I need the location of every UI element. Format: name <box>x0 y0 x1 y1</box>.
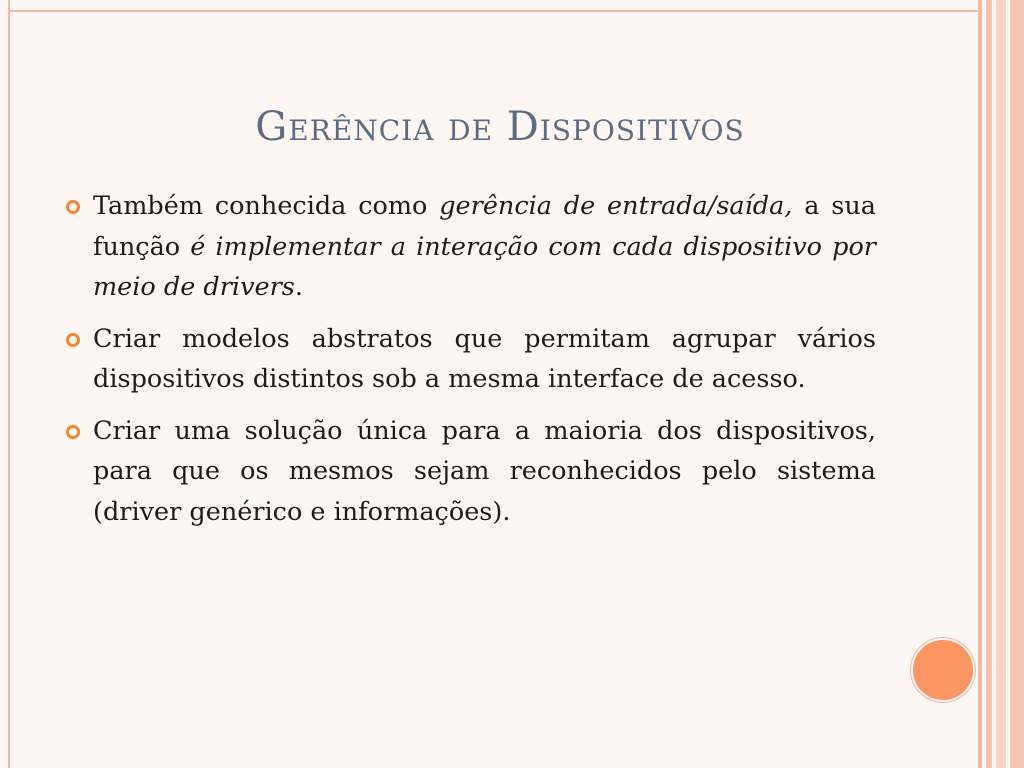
decorative-stripe <box>1010 0 1024 768</box>
bullet-1-text-b: gerência de entrada/saída, <box>439 191 793 221</box>
bullet-ring-icon <box>66 200 80 214</box>
bullet-1-text-e: . <box>294 272 303 302</box>
bullet-list <box>60 186 876 543</box>
frame-left-border <box>8 0 10 768</box>
bullet-1-text-a: Também conhecida como <box>93 191 440 221</box>
bullet-3-text: Criar uma solução única para a maioria dos dispositivos, para que os mesmos sejam reconhecidos pelo sistema (driver genérico e informações). <box>93 415 876 527</box>
decorative-circle <box>913 640 973 700</box>
bullet-item-2 <box>60 319 876 400</box>
bullet-1-text-d: é implementar a interação com cada dispositivo por meio de drivers <box>93 231 876 302</box>
slide-title: Gerência de Dispositivos <box>255 104 745 150</box>
bullet-ring-icon <box>66 425 80 439</box>
frame-top-border <box>8 10 978 12</box>
bullet-item-3 <box>60 411 876 533</box>
bullet-1-text-c: a sua função <box>93 191 876 262</box>
bullet-2-text: Criar modelos abstratos que permitam agrupar vários dispositivos distintos sob a mesma interface de acesso. <box>93 323 876 394</box>
bullet-ring-icon <box>66 333 80 347</box>
bullet-item-1 <box>60 186 876 308</box>
decorative-stripe <box>996 0 1006 768</box>
